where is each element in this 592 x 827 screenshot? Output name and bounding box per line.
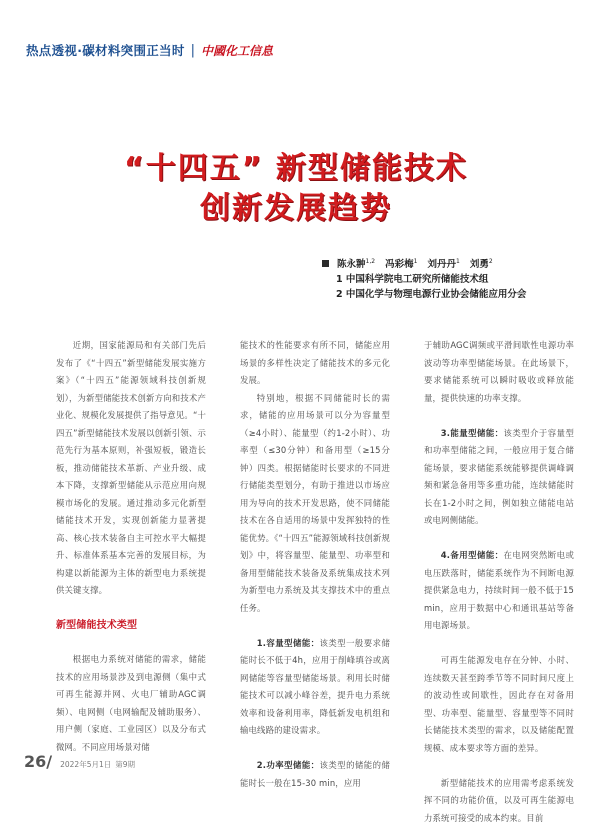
- page-header: [26, 40, 273, 60]
- body-column-1: [56, 337, 206, 756]
- body-paragraph: 3.能量型储能：该类型介于容量型和功率型储能之间，一般应用于复合储能场景，要求储能系统能够提供调峰调频和紧急备用等多重功能，连续储能时长在1-2小时之间，例如独立储能电站或电网侧储能。: [424, 425, 574, 530]
- header-separator: |: [191, 43, 195, 58]
- page-slash: /: [46, 752, 52, 771]
- body-paragraph: 可再生能源发电存在分钟、小时、连续数天甚至跨季节等不同时间尺度上的波动性或间歇性，因此存在对备用型、功率型、能量型、容量型等不同时长储能技术类型的需求，以及储能配置规模、成本要求等方面的差异。: [424, 652, 574, 757]
- issue-number: 第9期: [115, 759, 135, 770]
- body-paragraph: 特别地，根据不同储能时长的需求，储能的应用场景可以分为容量型（≥4小时）、能量型（约1-2小时）、功率型（≤30分钟）和备用型（≥15分钟）四类。根据储能时长要求的不同进行储能类型划分，有助于推进以市场应用为导向的技术开发思路，使不同储能技术在各自适用的场景中发挥独特的性能优势。《“十四五”能源领域科技创新规划》中，将容量型、能量型、功率型和备用型储能技术装备及系统集成技术列为新型电力系统及其支撑技术中的重点任务。: [240, 390, 390, 618]
- article-title-line-2: 创新发展趋势: [0, 183, 592, 227]
- magazine-logo: 中國化工信息: [201, 42, 273, 59]
- author: 陈永翀$^{1,2}$: [337, 259, 375, 270]
- affiliation-1: 1 中国科学院电工研究所储能技术组: [322, 272, 526, 287]
- body-paragraph: 4.备用型储能：在电网突然断电或电压跌落时，储能系统作为不间断电源提供紧急电力，持续时间一般不低于15 min，应用于数据中心和通讯基站等备用电源场景。: [424, 547, 574, 635]
- section-title: 热点透视·碳材料突围正当时: [26, 41, 185, 59]
- body-paragraph: 近期，国家能源局和有关部门先后发布了《“十四五”新型储能发展实施方案》（“十四五”能源领域科技创新规划），为新型储能技术创新方向和技术产业化、规模化发展提供了指导意见。“十四五”新型储能技术发展以创新引领、示范先行为基本原则，补强短板，锻造长板，推动储能技术革新、产业升级、成本下降，支撑新型储能从示范应用向规模市场化的发展。通过推动多元化新型储能技术开发，实现创新能力显著提高、核心技术装备自主可控水平大幅提升、标准体系基本完善的发展目标，为构建以新能源为主体的新型电力系统提供关键支撑。: [56, 337, 206, 600]
- paragraph-lead: 4.备用型储能：: [441, 550, 504, 560]
- paragraph-lead: 3.能量型储能：: [441, 428, 504, 438]
- body-paragraph: 根据电力系统对储能的需求，储能技术的应用场景涉及到电源侧（集中式可再生能源并网、火电厂辅助AGC调频）、电网侧（电网输配及辅助服务）、用户侧（家庭、工业园区）以及分布式微网。不同应用场景对储: [56, 651, 206, 756]
- body-paragraph: 能技术的性能要求有所不同，储能应用场景的多样性决定了储能技术的多元化发展。: [240, 337, 390, 390]
- paragraph-lead: 1.容量型储能：: [257, 638, 320, 648]
- page-footer: [24, 752, 135, 771]
- body-paragraph: 于辅助AGC调频或平滑间歇性电源功率波动等功率型储能场景。在此场景下，要求储能系统可以瞬时吸收或释放能量，提供快速的功率支撑。: [424, 337, 574, 407]
- article-title-line-1: “十四五” 新型储能技术: [0, 143, 592, 187]
- byline: [322, 254, 526, 302]
- body-column-2: [240, 337, 390, 792]
- section-heading: 新型储能技术类型: [56, 617, 206, 635]
- body-paragraph: 2.功率型储能：该类型的储能的储能时长一般在15-30 min，应用: [240, 757, 390, 792]
- page-number: 26: [24, 752, 46, 771]
- author: 刘丹丹$^1$: [428, 259, 460, 270]
- paragraph-lead: 2.功率型储能：: [257, 760, 320, 770]
- body-paragraph: 新型储能技术的应用需考虑系统发挥不同的功能价值，以及可再生能源电力系统可接受的成本约束。目前: [424, 775, 574, 827]
- author-list: [322, 254, 526, 272]
- byline-square-icon: [322, 260, 329, 267]
- affiliation-2: 2 中国化学与物理电源行业协会储能应用分会: [322, 287, 526, 302]
- author: 刘勇$^2$: [470, 259, 493, 270]
- author: 冯彩梅$^1$: [385, 259, 417, 270]
- issue-date: 2022年5月1日: [60, 759, 111, 770]
- body-paragraph: 1.容量型储能：该类型一般要求储能时长不低于4h，应用于削峰填谷或离网储能等容量型储能场景。利用长时储能技术可以减小峰谷差，提升电力系统效率和设备利用率，降低新发电机组和输电线路的建设需求。: [240, 635, 390, 740]
- body-column-3: [424, 337, 574, 827]
